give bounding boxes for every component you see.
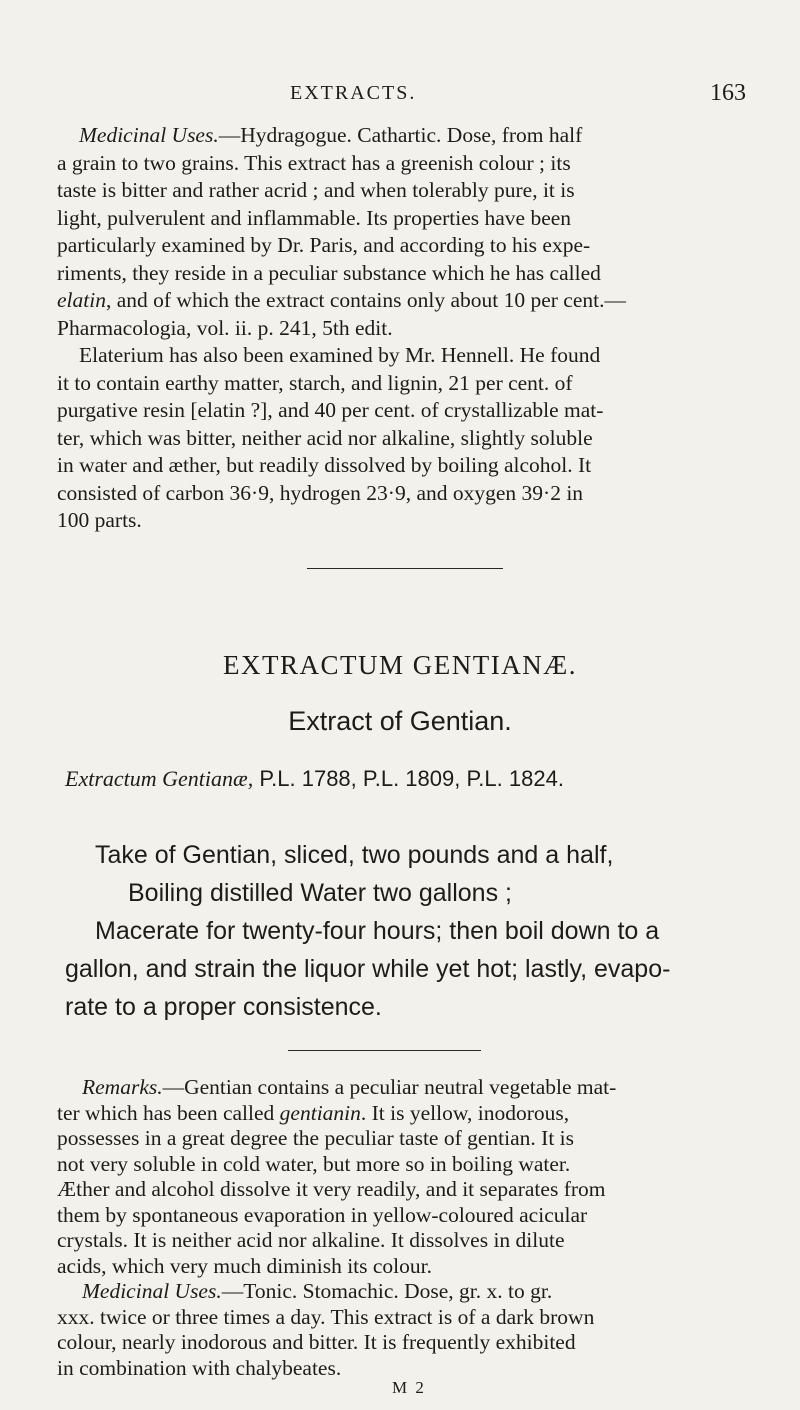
text-line: a grain to two grains. This extract has a greenish colour ; its (57, 150, 571, 175)
italic-lead: Medicinal Uses. (79, 123, 219, 147)
text-line: Remarks.—Gentian contains a peculiar neutral vegetable mat- (82, 1075, 617, 1099)
text-line: Æther and alcohol dissolve it very readily, and it separates from (57, 1177, 606, 1201)
text-line: Elaterium has also been examined by Mr. Hennell. He found (79, 343, 601, 367)
recipe-line: Macerate for twenty-four hours; then boil down to a (95, 917, 660, 945)
text-line: elatin, and of which the extract contains only about 10 per cent.— (57, 288, 626, 312)
recipe-line: rate to a proper consistence. (65, 993, 382, 1021)
text-line: ter, which was bitter, neither acid nor alkaline, slightly soluble (57, 425, 593, 450)
text-line: 100 parts. (57, 508, 142, 532)
gentian-remarks-section (57, 1075, 757, 1381)
text-line: them by spontaneous evaporation in yellow-coloured acicular (57, 1202, 588, 1227)
text-line: not very soluble in cold water, but more so in boiling water. (57, 1151, 571, 1176)
text-line: xxx. twice or three times a day. This extract is of a dark brown (57, 1304, 595, 1329)
italic-term: gentianin (279, 1100, 361, 1125)
section-divider (288, 1050, 481, 1051)
recipe (65, 836, 765, 1026)
recipe-line: gallon, and strain the liquor while yet hot; lastly, evapo- (65, 955, 671, 983)
text-line: in combination with chalybeates. (57, 1355, 342, 1380)
text-line: Medicinal Uses.—Tonic. Stomachic. Dose, gr. x. to gr. (82, 1279, 553, 1303)
recipe-line: Take of Gentian, sliced, two pounds and a half, (95, 841, 614, 869)
elaterium-remarks-section (57, 122, 757, 535)
text-line: in water and æther, but readily dissolved by boiling alcohol. It (57, 453, 592, 477)
running-title: EXTRACTS. (290, 82, 417, 104)
text-line: Medicinal Uses.—Hydragogue. Cathartic. Dose, from half (79, 123, 583, 147)
latin-title: Extractum Gentianæ, (65, 766, 254, 791)
text-line: purgative resin [elatin ?], and 40 per cent. of crystallizable mat- (57, 398, 604, 422)
italic-lead: Medicinal Uses. (82, 1279, 222, 1303)
text-line: possesses in a great degree the peculiar taste of gentian. It is (57, 1126, 575, 1150)
text-line: light, pulverulent and inflammable. Its properties have been (57, 205, 572, 230)
text-line: taste is bitter and rather acrid ; and when tolerably pure, it is (57, 178, 575, 202)
section-heading: EXTRACTUM GENTIANÆ. (223, 650, 577, 680)
text-line: particularly examined by Dr. Paris, and according to his expe- (57, 233, 591, 257)
text-line: Pharmacologia, vol. ii. p. 241, 5th edit. (57, 315, 393, 340)
recipe-line: Boiling distilled Water two gallons ; (128, 879, 512, 907)
signature-mark: M 2 (392, 1378, 426, 1397)
italic-lead: Remarks. (82, 1075, 163, 1099)
text-line: consisted of carbon 36·9, hydrogen 23·9, and oxygen 39·2 in (57, 480, 584, 505)
text-line: crystals. It is neither acid nor alkaline. It dissolves in dilute (57, 1228, 565, 1252)
page-number: 163 (710, 80, 746, 106)
text-line: riments, they reside in a peculiar substance which he has called (57, 260, 601, 285)
pharmacopoeia-references: Extractum Gentianæ, P.L. 1788, P.L. 1809, P.L. 1824. (65, 766, 564, 791)
text-line: acids, which very much diminish its colour. (57, 1253, 433, 1278)
text-line: colour, nearly inodorous and bitter. It is frequently exhibited (57, 1330, 576, 1354)
text-line: it to contain earthy matter, starch, and lignin, 21 per cent. of (57, 370, 573, 395)
text-line: ter which has been called gentianin. It is yellow, inodorous, (57, 1100, 570, 1125)
section-divider (307, 568, 503, 569)
section-subheading: Extract of Gentian. (288, 706, 512, 736)
running-head (0, 82, 800, 112)
italic-term: elatin (57, 288, 106, 312)
